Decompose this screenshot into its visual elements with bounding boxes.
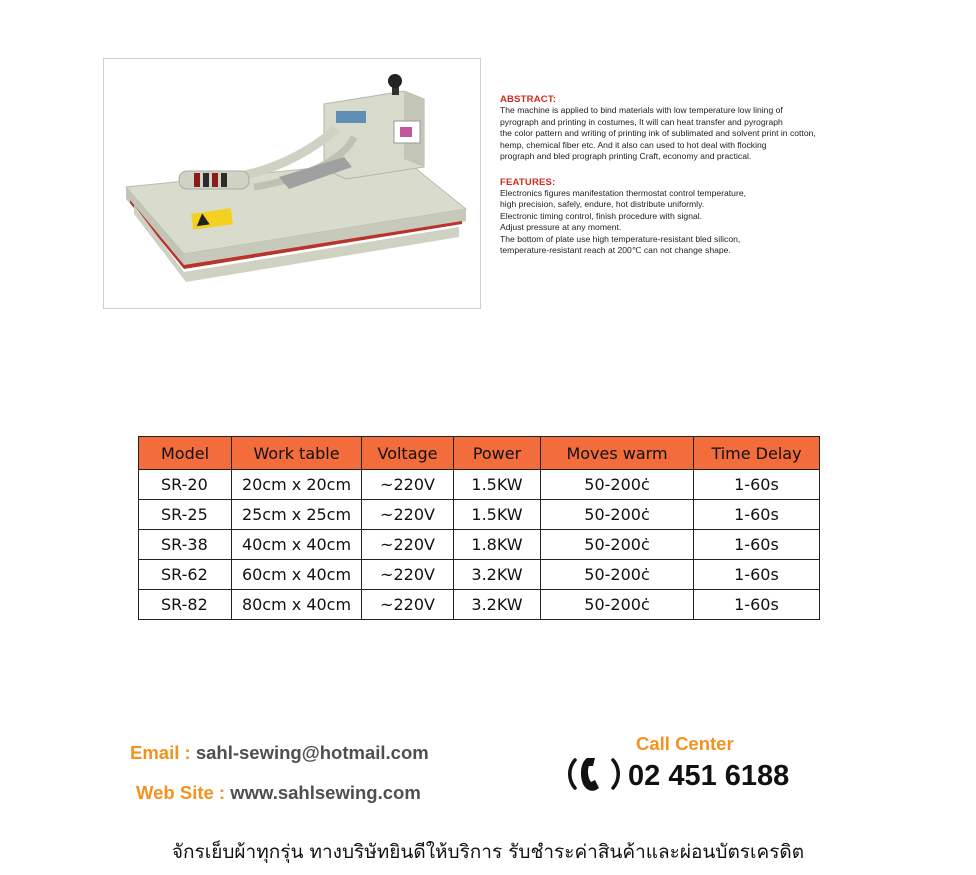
phone-number[interactable]: 02 451 6188 <box>628 760 790 792</box>
feature-item: Adjust pressure at any moment. <box>500 222 622 232</box>
table-row <box>139 590 820 620</box>
cell-power: 3.2KW <box>454 560 541 590</box>
abstract-line: The machine is applied to bind materials with low temperature low lining of <box>500 105 783 115</box>
cell-power: 1.5KW <box>454 500 541 530</box>
abstract-line: prograph and bled prograph printing Craft, economy and practical. <box>500 151 752 161</box>
feature-item: The bottom of plate use high temperature-resistant bled silicon, <box>500 233 741 244</box>
header-work-table: Work table <box>232 437 362 470</box>
cell-moves-warm: 50-200ċ <box>541 560 694 590</box>
phone-icon <box>565 754 623 794</box>
abstract-line: pyrograph and printing in costumes, It will can heat transfer and pyrograph <box>500 116 783 127</box>
header-moves-warm: Moves warm <box>541 437 694 470</box>
cell-work-table: 25cm x 25cm <box>232 500 362 530</box>
cell-time-delay: 1-60s <box>694 590 820 620</box>
product-description <box>500 94 900 257</box>
cell-model: SR-38 <box>139 530 232 560</box>
cell-moves-warm: 50-200ċ <box>541 590 694 620</box>
footer-tagline: จักรเย็บผ้าทุกรุ่น ทางบริษัทยินดีให้บริการ รับชำระค่าสินค้าและผ่อนบัตรเครดิต <box>171 841 805 863</box>
cell-voltage: ~220V <box>362 500 454 530</box>
table-row <box>139 470 820 500</box>
cell-time-delay: 1-60s <box>694 560 820 590</box>
table-row <box>139 530 820 560</box>
cell-moves-warm: 50-200ċ <box>541 530 694 560</box>
cell-model: SR-62 <box>139 560 232 590</box>
header-model: Model <box>139 437 232 470</box>
cell-work-table: 60cm x 40cm <box>232 560 362 590</box>
abstract-line: hemp, chemical fiber etc. And it also can used to hot deal with flocking <box>500 139 767 150</box>
features-title: FEATURES: <box>500 176 556 188</box>
cell-voltage: ~220V <box>362 530 454 560</box>
cell-time-delay: 1-60s <box>694 530 820 560</box>
email-line <box>130 742 429 782</box>
cell-moves-warm: 50-200ċ <box>541 470 694 500</box>
cell-model: SR-82 <box>139 590 232 620</box>
cell-power: 3.2KW <box>454 590 541 620</box>
cell-power: 1.5KW <box>454 470 541 500</box>
feature-item: Electronic timing control, finish procedure with signal. <box>500 210 703 221</box>
email-label: Email : <box>130 742 196 763</box>
cell-model: SR-20 <box>139 470 232 500</box>
cell-power: 1.8KW <box>454 530 541 560</box>
feature-item: high precision, safely, endure, hot distribute uniformly. <box>500 199 705 209</box>
cell-work-table: 80cm x 40cm <box>232 590 362 620</box>
cell-work-table: 40cm x 40cm <box>232 530 362 560</box>
features-list <box>500 188 900 257</box>
contact-info <box>130 742 429 822</box>
table-row <box>139 500 820 530</box>
abstract-line: the color pattern and writing of printing ink of sublimated and solvent print in cotton, <box>500 128 816 138</box>
website-line <box>130 782 429 822</box>
feature-item: Electronics figures manifestation thermostat control temperature, <box>500 187 746 198</box>
cell-time-delay: 1-60s <box>694 500 820 530</box>
website-link[interactable]: www.sahlsewing.com <box>230 782 421 803</box>
cell-time-delay: 1-60s <box>694 470 820 500</box>
cell-voltage: ~220V <box>362 560 454 590</box>
cell-model: SR-25 <box>139 500 232 530</box>
cell-voltage: ~220V <box>362 590 454 620</box>
table-header-row <box>139 437 820 470</box>
header-voltage: Voltage <box>362 437 454 470</box>
feature-item: temperature-resistant reach at 200℃ can not change shape. <box>500 245 731 255</box>
website-label: Web Site : <box>136 782 231 803</box>
cell-work-table: 20cm x 20cm <box>232 470 362 500</box>
cell-voltage: ~220V <box>362 470 454 500</box>
spec-table <box>138 436 820 620</box>
heat-press-machine-icon <box>104 59 481 309</box>
product-photo <box>103 58 481 309</box>
cell-moves-warm: 50-200ċ <box>541 500 694 530</box>
email-link[interactable]: sahl-sewing@hotmail.com <box>195 742 429 763</box>
header-power: Power <box>454 437 541 470</box>
header-time-delay: Time Delay <box>694 437 820 470</box>
call-center-label: Call Center <box>636 733 734 754</box>
abstract-title: ABSTRACT: <box>500 94 557 105</box>
table-row <box>139 560 820 590</box>
